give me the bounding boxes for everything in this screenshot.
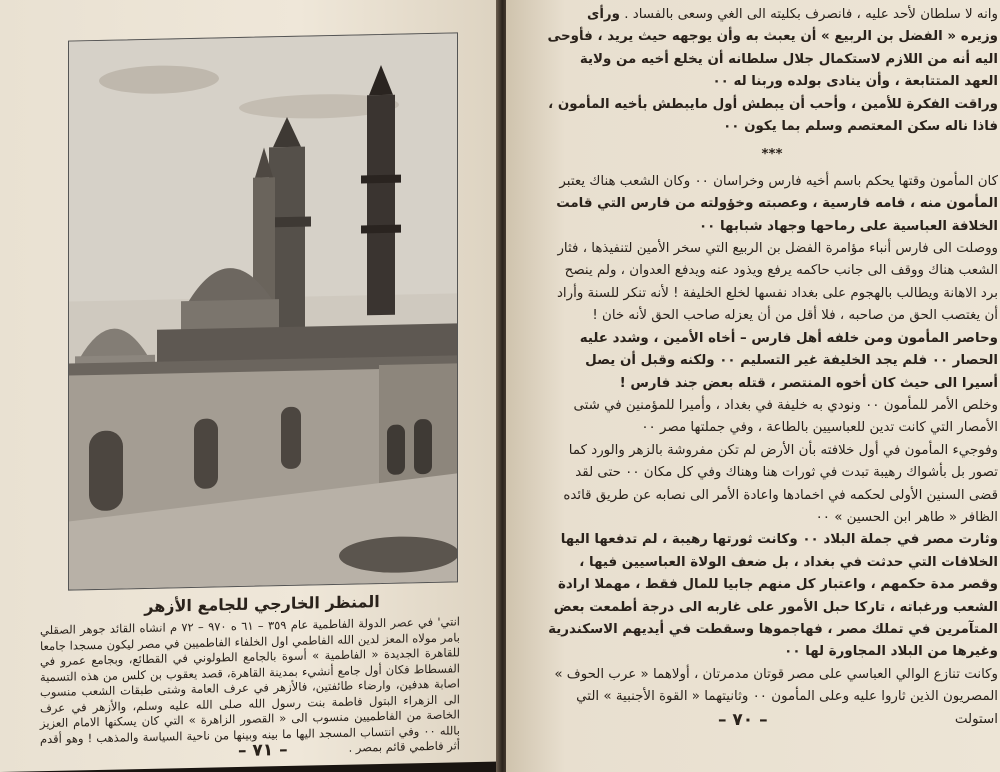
- paragraph: [546, 171, 998, 238]
- right-page-body: [546, 4, 998, 731]
- text-segment: كان المأمون وقتها يحكم باسم أخيه فارس وخراسان ٠٠ وكان الشعب هناك يعتبر: [559, 173, 998, 189]
- paragraph: وخلص الأمر للمأمون ٠٠ ونودي به خليفة في بغداد ، وأميرا للمؤمنين في شتى الأمصار التي كانت تدين للعباسيين بالطاعة ، وفي جملتها مصر ٠٠: [573, 397, 998, 436]
- right-page: [506, 0, 1000, 772]
- photo-caption-title: المنظر الخارجي للجامع الأزهر: [144, 592, 380, 616]
- al-azhar-mosque-photo: [68, 32, 458, 590]
- photo-caption-text: انتي' في عصر الدولة الفاطمية عام ٣٥٩ – ٦١ ه ٩٧٠ – ٧٢ م انشاه القائد جوهر الصقلي بامر مولاه المعز لدين الله الفاطمي اول الخلفاء الفاطميين في مصر ليكون مسجدا جامعا للقاهرة الجديدة « الفاطمية » أسوة بالجامع الطولوني في القطائع، وبجامع عمرو في الفسطاط فكان أول جامع أنشيء بمدينة القاهرة، قصد يعقوب بن كلس من هذه التسمية اصابة هدفين، وارضاء طائفتين، فالأزهر في عرف العامة وشتى طبقات الشعب منسوب الى الزهراء البتول فاطمة بنت رسول الله صلى الله عليه وسلم، والأزهر في عرف الخاصة من الفاطميين منسوب الى « القصور الزاهرة » التي كان يسكنها الامام العزيز بالله ٠٠ وفي انتساب المسجد اليها ما بينه وبينها من ناحية السياسة والمذهب ! وهو أقدم أثر فاطمي قائم بمصر .: [40, 614, 461, 755]
- paragraph: [546, 4, 998, 94]
- mosque-engraving: [69, 33, 457, 589]
- paragraph: وراقت الفكرة للأمين ، وأحب أن يبطش أول مايبطش بأخيه المأمون ، فاذا ناله سكن المعتصم وسلم بما يكون ٠٠: [548, 96, 998, 135]
- paragraph: ووصلت الى فارس أنباء مؤامرة الفضل بن الربيع التي سخر الأمين لتنفيذها ، فثار الشعب هناك ووقف الى جانب حاكمه يرفع ويذود عنه ويدفع العدوان ، ولم ينصح برد الاهانة ويطالب بالهجوم على بغداد نفسها لخلع الخليفة ! لأنه تنكر للسنة وأراد أن يغتصب الحق من صاحبه ، فلا أقل من أن يعزله صاحب الحق لأنه خان !: [556, 241, 998, 324]
- paragraph: وفوجيء المأمون في أول خلافته بأن الأرض لم تكن مفروشة بالزهر والورد كما تصور بل بأشواك رهيبة تبدت في ثورات هنا وهناك وفي كل مكان ٠٠ حتى لقد قضى السنين الأولى لحكمه في اخمادها واعادة الأمر الى نصابه عن طريق قائده الظافر « طاهر ابن الحسين » ٠٠: [563, 442, 998, 525]
- paragraph: وكانت تنازع الوالي العباسي على مصر قوتان مدمرتان ، أولاهما « عرب الحوف » المصريون الذين ثاروا عليه وعلى المأمون ٠٠ وثانيتهما « القوة الأجنبية » التي استولت: [554, 666, 998, 727]
- text-segment: وانه لا سلطان لأحد عليه ، فانصرف بكليته الى الغي وسعى بالفساد .: [624, 7, 998, 22]
- paragraph: وثارت مصر في جملة البلاد ٠٠ وكانت ثورتها رهيبة ، لم تدفعها اليها الخلافات التي حدثت في بغداد ، بل ضعف الولاة العباسيين فيها ، وقصر مدة حكمهم ، واعتبار كل منهم جابيا للمال فقط ، مهملا ارادة الشعب ورغباته ، تاركا حبل الأمور على غاربه الى درجة أطمعت بعض المتآمرين في تملك مصر ، فهاجموها وسقطت في أيديهم الاسكندرية وغيرها من البلاد المجاورة لها ٠٠: [548, 532, 998, 660]
- left-page-number: – ٧١ –: [238, 739, 288, 762]
- section-separator: ***: [761, 147, 783, 163]
- right-page-number: – ٧٠ –: [718, 710, 768, 730]
- text-segment-bold: ورأى وزيره « الفضل بن الربيع » أن يعبث به وأن يوجهه حيث يريد ، فأوحى اليه أنه من اللازم لاستكمال جلال سلطانه أن يخلع أخيه من ولاية العهد المتتابعة ، وأن ينادى بولده وربنا له ٠٠: [547, 7, 998, 90]
- text-segment-bold: المأمون منه ، فامه فارسية ، وعصبته وخؤولته من فارس التي قامت الخلافة العباسية على رماحها وجهاد شبابها ٠٠: [556, 196, 998, 234]
- paragraph: وحاصر المأمون ومن خلفه أهل فارس – أخاه الأمين ، وشدد عليه الحصار ٠٠ فلم يجد الخليفة غير التسليم ٠٠ ولكنه وقبل أن يصل أسيرا الى حيث كان أخوه المنتصر ، قتله بعض جند فارس !: [579, 330, 998, 391]
